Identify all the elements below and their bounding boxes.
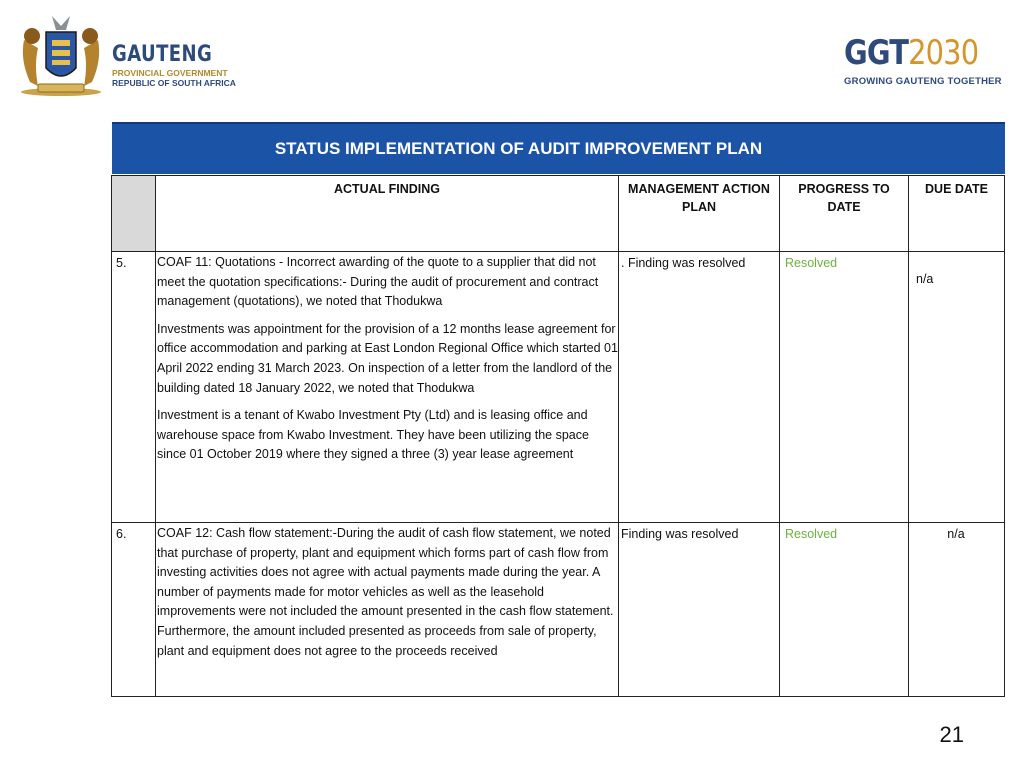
finding-paragraph: COAF 12: Cash flow statement:-During the audit of cash flow statement, we noted that purchase of property, plant and equipment which forms part of cash flow from investing activities does not agree with actual payments made during the year. A number of payments made for motor vehicles as well as the leasehold improvements were not included the amount presented in the cash flow statement. Furthermore, the amount included presented as proceeds from sale of property, plant and equipment does not agree to the proceeds received — [157, 526, 614, 658]
row-progress-status: Resolved — [780, 523, 909, 697]
finding-paragraph: Investment is a tenant of Kwabo Investment Pty (Ltd) and is leasing office and warehouse space from Kwabo Investment. They have been utilizing the space since 01 October 2019 where they signed a three (3) year lease agreement — [157, 408, 589, 462]
table-row — [112, 523, 1005, 697]
header-due-date: DUE DATE — [909, 176, 1005, 252]
row-finding — [156, 523, 619, 697]
page-number: 21 — [939, 722, 964, 747]
table-row — [112, 252, 1005, 523]
finding-paragraph: Investments was appointment for the provision of a 12 months lease agreement for office accommodation and parking at East London Regional Office which started 01 April 2022 ending 31 March 2023. On inspection of a letter from the landlord of the building dated 18 January 2022, we noted that Thodukwa — [157, 321, 618, 395]
row-finding — [156, 252, 619, 523]
ggt2030-logo — [844, 33, 1002, 87]
row-progress-status: Resolved — [780, 252, 909, 523]
audit-improvement-table — [111, 175, 1005, 697]
ggt2030-brand-letters: GGT — [844, 33, 909, 73]
coat-of-arms-icon — [16, 10, 106, 98]
finding-paragraph: COAF 11: Quotations - Incorrect awarding of the quote to a supplier that did not meet the quotation specifications:- During the audit of procurement and contract management (quotations), we noted that Thodukwa — [157, 255, 599, 309]
row-action-plan: . Finding was resolved — [619, 252, 780, 523]
ggt2030-brand-year: 2030 — [908, 33, 979, 73]
row-due-date: n/a — [909, 252, 1005, 523]
gauteng-logo — [112, 44, 236, 87]
ggt2030-brand — [844, 33, 979, 73]
row-number: 5. — [112, 252, 156, 523]
table-header-row — [112, 176, 1005, 252]
header-number — [112, 176, 156, 252]
ggt2030-tagline: GROWING GAUTENG TOGETHER — [844, 76, 1002, 87]
row-action-plan: Finding was resolved — [619, 523, 780, 697]
header-management-action-plan: MANAGEMENT ACTION PLAN — [619, 176, 780, 252]
logo-subtitle-country: REPUBLIC OF SOUTH AFRICA — [112, 77, 236, 88]
slide-title-bar — [112, 122, 1005, 174]
header-progress-to-date: PROGRESS TO DATE — [780, 176, 909, 252]
logo-subtitle-government: PROVINCIAL GOVERNMENT — [112, 68, 228, 78]
header-actual-finding: ACTUAL FINDING — [156, 176, 619, 252]
slide-title: STATUS IMPLEMENTATION OF AUDIT IMPROVEMENT PLAN — [274, 139, 763, 158]
row-number: 6. — [112, 523, 156, 697]
logo-title: GAUTENG — [112, 42, 213, 67]
row-due-date: n/a — [909, 523, 1005, 697]
